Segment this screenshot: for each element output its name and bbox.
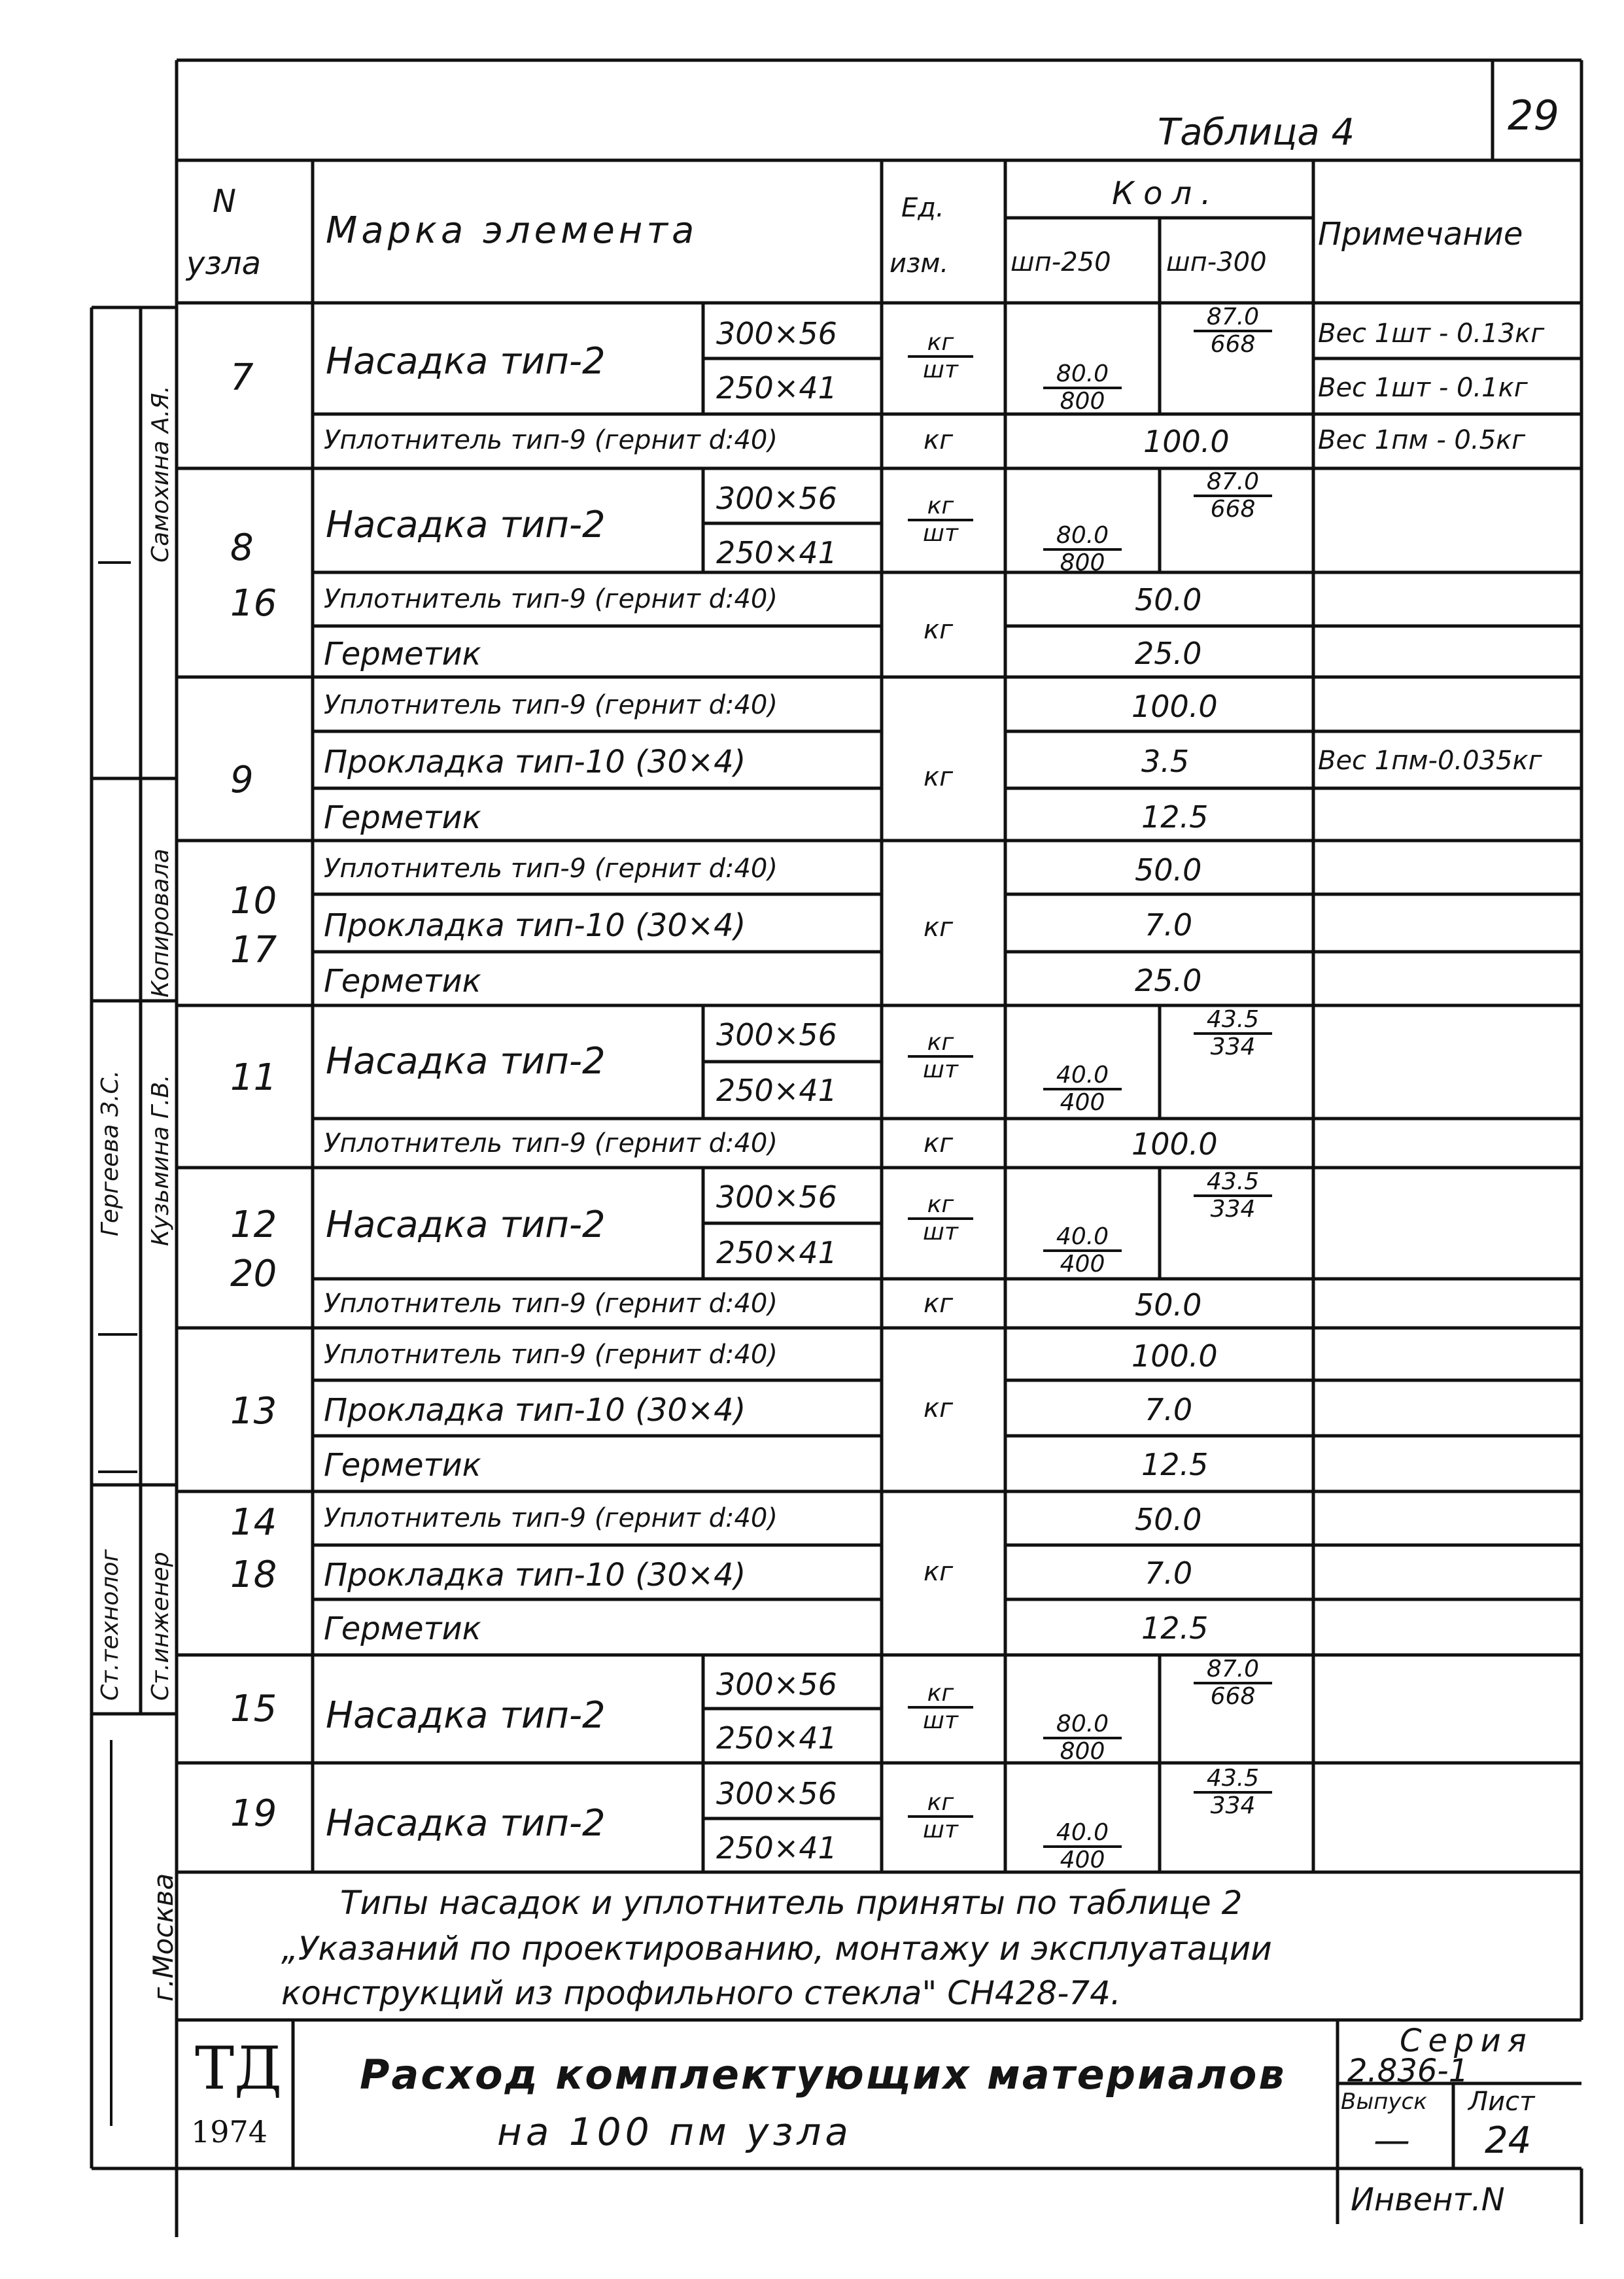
inventory-label: Инвент.N [1351,2182,1505,2218]
qty-value: 50.0 [1135,852,1202,888]
qty-bot: 800 [1060,388,1105,415]
header-element-mark: Марка элемента [326,209,699,252]
node-number: 13 [230,1390,277,1433]
size-a: 300×56 [716,1017,837,1053]
element-name: Прокладка тип-10 (30×4) [324,744,746,780]
stamp-role: Ст.инженер [147,1552,174,1701]
footnote-line: Типы насадок и уплотнитель приняты по таблице 2 [340,1884,1243,1922]
stamp-role: Ст.технолог [97,1549,124,1701]
unit-fraction [908,494,973,546]
qty-b-fraction [1194,1007,1272,1060]
element-name: Уплотнитель тип-9 (гернит d:40) [324,425,778,455]
note-text: Вес 1шт - 0.1кг [1318,373,1528,403]
qty-value: 7.0 [1145,1392,1193,1427]
header-qty-a: шп-250 [1011,247,1111,277]
element-name: Герметик [324,1447,481,1484]
node-number: 16 [230,582,277,625]
qty-bot: 334 [1210,1196,1256,1223]
qty-value: 50.0 [1135,1287,1202,1323]
size-a: 300×56 [716,1179,837,1215]
element-name: Насадка тип-2 [326,1694,606,1737]
qty-bot: 400 [1060,1847,1105,1873]
qty-bot: 334 [1210,1034,1256,1060]
stamp-name: Гергеева З.С. [97,1070,124,1236]
unit-text: кг [924,1393,954,1423]
node-number: 17 [230,929,277,971]
element-name: Герметик [324,1610,481,1647]
qty-b-fraction [1194,305,1272,357]
header-qty: Кол. [1112,175,1220,212]
unit-fraction [908,330,973,383]
qty-top: 87.0 [1194,1657,1272,1684]
element-name: Герметик [324,799,481,836]
qty-top: 40.0 [1043,1820,1122,1848]
node-number: 12 [230,1204,277,1246]
qty-value: 12.5 [1141,1610,1209,1646]
qty-top: 80.0 [1043,362,1122,389]
element-name: Уплотнитель тип-9 (гернит d:40) [324,1503,778,1533]
qty-top: 40.0 [1043,1063,1122,1090]
qty-bot: 668 [1210,331,1256,358]
unit-bot: шт [923,357,958,383]
element-name: Герметик [324,963,481,1000]
qty-a-fraction [1043,362,1122,414]
qty-b-fraction [1194,1170,1272,1222]
unit-top: кг [908,1681,973,1709]
element-name: Насадка тип-2 [326,1802,606,1845]
document-subtitle: на 100 пм узла [497,2110,852,2154]
qty-value: 100.0 [1132,689,1218,724]
unit-top: кг [908,1192,973,1220]
header-unit-2: изм. [890,249,949,279]
qty-top: 40.0 [1043,1225,1122,1252]
year: 1974 [191,2114,268,2149]
qty-bot: 334 [1210,1792,1256,1819]
unit-bot: шт [923,1056,958,1083]
unit-top: кг [908,1790,973,1818]
qty-value: 25.0 [1135,636,1202,671]
node-number: 18 [230,1554,277,1596]
unit-fraction [908,1681,973,1733]
header-unit-1: Ед. [901,193,944,223]
element-name: Уплотнитель тип-9 (гернит d:40) [324,690,778,720]
qty-value: 3.5 [1141,744,1190,779]
unit-bot: шт [923,1219,958,1245]
unit-text: кг [924,913,954,943]
qty-value: 100.0 [1143,424,1230,459]
unit-fraction [908,1030,973,1083]
qty-top: 87.0 [1194,305,1272,332]
qty-a-fraction [1043,1225,1122,1277]
qty-a-fraction [1043,523,1122,576]
org-logo: ТД [195,2034,283,2103]
qty-top: 80.0 [1043,1712,1122,1739]
header-qty-b: шп-300 [1166,247,1267,277]
qty-value: 100.0 [1132,1338,1218,1374]
element-name: Уплотнитель тип-9 (гернит d:40) [324,1340,778,1370]
stamp-city: г.Москва [147,1873,179,2002]
page-number: 29 [1508,92,1559,139]
element-name: Прокладка тип-10 (30×4) [324,1392,746,1429]
size-a: 300×56 [716,1776,837,1811]
note-text: Вес 1пм-0.035кг [1318,746,1542,776]
qty-bot: 668 [1210,1683,1256,1710]
qty-b-fraction [1194,470,1272,522]
header-node-no: N [213,183,236,220]
node-number: 11 [230,1056,277,1099]
node-number: 19 [230,1792,277,1835]
size-b: 250×41 [716,370,837,406]
qty-bot: 668 [1210,496,1256,523]
unit-text: кг [924,425,954,455]
size-b: 250×41 [716,1720,837,1756]
element-name: Прокладка тип-10 (30×4) [324,907,746,944]
unit-bot: шт [923,1707,958,1734]
stamp-name: Самохина А.Я. [147,385,174,563]
element-name: Насадка тип-2 [326,1040,606,1083]
node-number: 9 [230,759,254,801]
qty-a-fraction [1043,1820,1122,1873]
unit-fraction [908,1790,973,1843]
qty-value: 100.0 [1132,1126,1218,1162]
element-name: Уплотнитель тип-9 (гернит d:40) [324,584,778,614]
document-title: Расход комплектующих материалов [360,2051,1287,2098]
qty-bot: 400 [1060,1089,1105,1116]
element-name: Насадка тип-2 [326,340,606,383]
table-title: Таблица 4 [1158,111,1355,154]
node-number: 14 [230,1501,277,1544]
unit-bot: шт [923,520,958,547]
unit-text: кг [924,762,954,792]
node-number: 15 [230,1688,277,1730]
qty-top: 87.0 [1194,470,1272,497]
element-name: Герметик [324,636,481,672]
unit-fraction [908,1192,973,1245]
qty-value: 25.0 [1135,963,1202,998]
qty-bot: 400 [1060,1251,1105,1278]
element-name: Уплотнитель тип-9 (гернит d:40) [324,1289,778,1319]
element-name: Насадка тип-2 [326,504,606,546]
node-number: 20 [230,1253,277,1295]
node-number: 7 [230,357,254,399]
node-number: 10 [230,880,277,922]
size-b: 250×41 [716,1830,837,1866]
stamp-name: Кузьмина Г.В. [147,1074,174,1246]
unit-top: кг [908,330,973,358]
qty-value: 12.5 [1141,1447,1209,1482]
element-name: Уплотнитель тип-9 (гернит d:40) [324,1128,778,1158]
unit-text: кг [924,1128,954,1158]
qty-top: 80.0 [1043,523,1122,551]
series-value: 2.836-1 [1347,2053,1469,2089]
issue-value: — [1373,2119,1410,2162]
size-a: 300×56 [716,1667,837,1702]
element-name: Прокладка тип-10 (30×4) [324,1557,746,1593]
size-b: 250×41 [716,535,837,570]
unit-text: кг [924,615,954,645]
qty-value: 50.0 [1135,582,1202,618]
footnote-line: конструкций из профильного стекла" СН428-74. [281,1974,1121,2012]
qty-value: 12.5 [1141,799,1209,835]
note-text: Вес 1пм - 0.5кг [1318,425,1526,455]
sheet-value: 24 [1485,2119,1532,2162]
sheet-label: Лист [1468,2087,1535,2117]
qty-b-fraction [1194,1657,1272,1709]
issue-label: Выпуск [1341,2089,1427,2115]
stamp-name: Копировала [147,848,174,998]
qty-top: 43.5 [1194,1170,1272,1197]
size-a: 300×56 [716,481,837,516]
node-number: 8 [230,527,254,569]
qty-value: 50.0 [1135,1502,1202,1537]
series-label: Серия [1400,2023,1533,2059]
size-b: 250×41 [716,1235,837,1270]
qty-bot: 800 [1060,549,1105,576]
note-text: Вес 1шт - 0.13кг [1318,319,1545,349]
footnote-line: „Указаний по проектированию, монтажу и эксплуатации [281,1930,1272,1968]
size-a: 300×56 [716,316,837,351]
header-node-label: узла [186,245,262,282]
unit-bot: шт [923,1817,958,1843]
unit-top: кг [908,1030,973,1058]
qty-value: 7.0 [1145,907,1193,943]
element-name: Уплотнитель тип-9 (гернит d:40) [324,854,778,884]
header-note: Примечание [1318,216,1523,252]
qty-a-fraction [1043,1063,1122,1115]
qty-bot: 800 [1060,1738,1105,1765]
size-b: 250×41 [716,1073,837,1108]
qty-b-fraction [1194,1766,1272,1818]
qty-top: 43.5 [1194,1766,1272,1794]
unit-text: кг [924,1289,954,1319]
qty-a-fraction [1043,1712,1122,1764]
unit-text: кг [924,1557,954,1587]
element-name: Насадка тип-2 [326,1204,606,1246]
qty-value: 7.0 [1145,1556,1193,1591]
unit-top: кг [908,494,973,521]
qty-top: 43.5 [1194,1007,1272,1035]
